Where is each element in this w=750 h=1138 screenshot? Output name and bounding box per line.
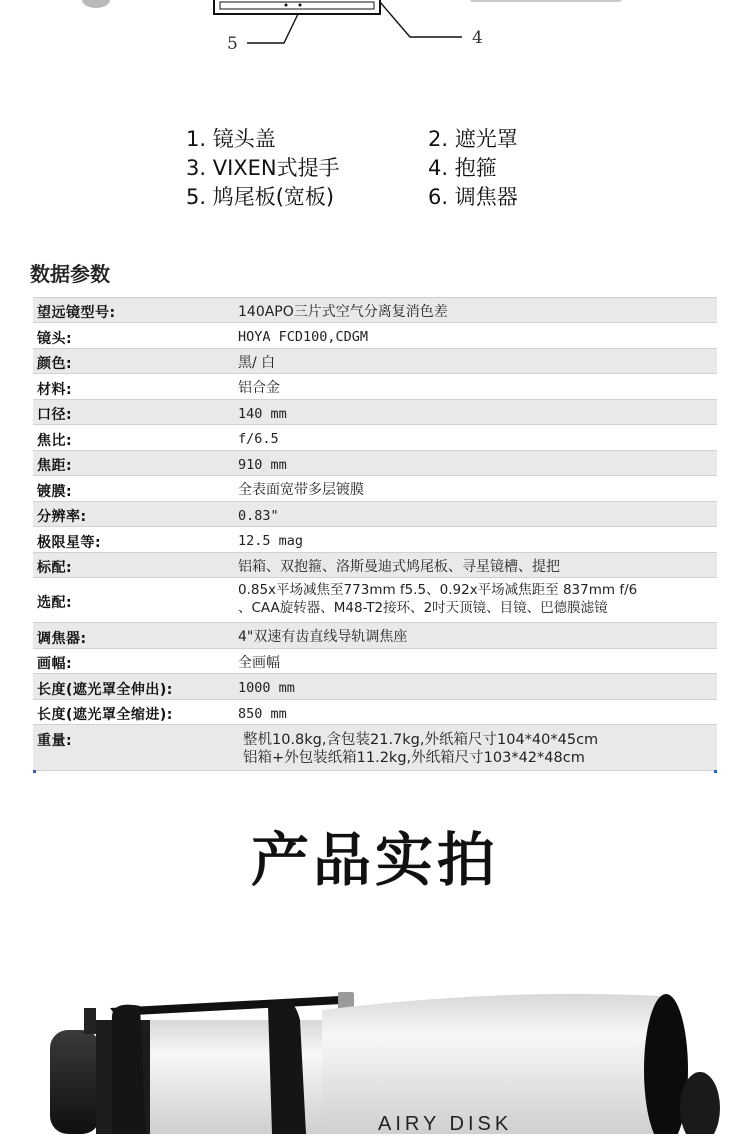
callout-number-4: 4 <box>472 28 483 48</box>
legend-item-6: 6. 调焦器 <box>428 185 518 209</box>
product-photo <box>0 980 750 1134</box>
spec-value: 全表面宽带多层镀膜 <box>238 482 364 498</box>
spec-value: 140APO三片式空气分离复消色差 <box>238 303 448 320</box>
spec-row-coating <box>33 476 717 502</box>
spec-row-aperture <box>33 400 717 425</box>
legend-item-4: 4. 抱箍 <box>428 156 497 180</box>
photo-heading: 产品实拍 <box>250 826 499 894</box>
spec-row-standard-accessories <box>33 553 717 578</box>
spec-label: 焦比: <box>37 432 73 449</box>
spec-label: 选配: <box>37 595 73 611</box>
spec-row-lens <box>33 323 717 349</box>
spec-row-focuser <box>33 623 717 649</box>
spec-row-material <box>33 374 717 400</box>
spec-value: 12.5 mag <box>238 533 304 549</box>
table-corner-marker <box>33 770 36 773</box>
carry-handle <box>110 996 342 1016</box>
spec-label: 材料: <box>37 381 73 398</box>
spec-row-frame <box>33 649 717 674</box>
legend-item-5: 5. 鸠尾板(宽板) <box>186 185 335 209</box>
spec-row-focal-ratio <box>33 425 717 451</box>
spec-value: 910 mm <box>238 456 287 473</box>
spec-value: HOYA FCD100,CDGM <box>238 329 369 345</box>
spec-table <box>33 297 717 771</box>
rear-tube <box>150 1020 340 1134</box>
spec-row-focal-length <box>33 451 717 476</box>
spec-label: 长度(遮光罩全缩进): <box>37 707 173 723</box>
spec-row-color <box>33 349 717 374</box>
spec-row-length-extended <box>33 674 717 700</box>
diagram-part-right <box>470 0 622 2</box>
spec-row-weight <box>33 725 717 771</box>
spec-value: 4"双速有齿直线导轨调焦座 <box>238 629 408 645</box>
tube-ring <box>268 1000 306 1134</box>
spec-row-model <box>33 298 717 323</box>
spec-row-resolution <box>33 502 717 527</box>
spec-value: 140 mm <box>238 405 287 422</box>
spec-label: 焦距: <box>37 458 73 474</box>
callout-number-5: 5 <box>227 34 238 54</box>
spec-value: 铝箱、双抱箍、洛斯曼迪式鸠尾板、寻星镜槽、提把 <box>238 558 560 575</box>
spec-value: 整机10.8kg,含包装21.7kg,外纸箱尺寸104*40*45cm 铝箱+外包装纸箱11.2kg,外纸箱尺寸103*42*48cm <box>243 732 599 766</box>
spec-value: 0.83" <box>238 507 279 524</box>
diagram-part-left <box>82 0 110 8</box>
spec-value: 850 mm <box>238 705 287 722</box>
spec-value: 0.85x平场减焦至773mm f5.5、0.92x平场减焦距至 837mm f/6 、CAA旋转器、M48-T2接环、2吋天顶镜、目镜、巴德膜滤镜 <box>238 582 638 616</box>
spec-label: 镀膜: <box>37 483 73 500</box>
callout-line-5 <box>247 14 298 43</box>
legend-item-1: 1. 镜头盖 <box>186 127 276 151</box>
callout-line-4 <box>380 2 462 37</box>
spec-label: 颜色: <box>37 356 73 372</box>
spec-row-length-retracted <box>33 700 717 725</box>
telescope-photo <box>0 980 750 1134</box>
spec-value: 1000 mm <box>238 680 295 696</box>
table-corner-marker <box>714 770 717 773</box>
spec-label: 镜头: <box>37 330 73 347</box>
spec-label: 口径: <box>37 407 73 423</box>
spec-value: 铝合金 <box>238 380 280 396</box>
spec-value: 全画幅 <box>238 654 280 671</box>
spec-label: 标配: <box>37 560 73 576</box>
spec-label: 调焦器: <box>37 630 87 647</box>
spec-label: 分辨率: <box>37 509 87 525</box>
spec-label: 长度(遮光罩全伸出): <box>37 681 173 698</box>
spec-label: 重量: <box>37 733 73 749</box>
legend-item-3: 3. VIXEN式提手 <box>186 156 340 180</box>
spec-value: 黑/ 白 <box>238 354 276 371</box>
brand-logo-text: AIRY DISK <box>378 1113 513 1134</box>
spec-value: f/6.5 <box>238 431 279 447</box>
spec-label: 极限星等: <box>37 534 102 551</box>
spec-row-optional-accessories <box>33 578 717 623</box>
spec-label: 画幅: <box>37 656 73 672</box>
spec-row-limiting-magnitude <box>33 527 717 553</box>
spec-label: 望远镜型号: <box>37 305 116 321</box>
focuser-knob <box>50 1030 100 1134</box>
telescope-diagram <box>0 0 750 70</box>
section-title: 数据参数 <box>30 262 110 286</box>
legend-item-2: 2. 遮光罩 <box>428 127 518 151</box>
diagram-drawing <box>0 0 750 70</box>
